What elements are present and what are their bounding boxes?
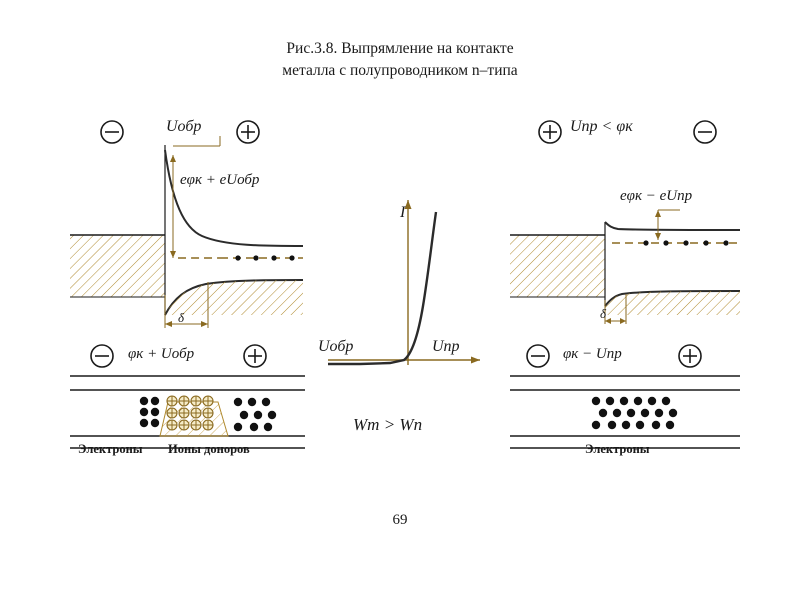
charge-polarity-minus xyxy=(91,345,113,367)
reverse-polarity-minus xyxy=(101,121,123,143)
semiconductor-valence-hatch-right xyxy=(605,291,740,315)
forward-bias-diagram xyxy=(510,121,740,448)
figure-container xyxy=(60,110,760,490)
figure-title-line1: Рис.3.8. Выпрямление на контакте xyxy=(286,40,514,57)
semiconductor-valence-hatch xyxy=(165,280,303,315)
caption-donor-ions: Ионы доноров xyxy=(168,442,250,456)
forward-polarity-plus xyxy=(539,121,561,143)
depletion-region xyxy=(160,402,228,436)
conduction-band-curve-right xyxy=(605,222,740,230)
reverse-barrier-label: eφк + eUобр xyxy=(180,172,260,188)
reverse-width-label: δ xyxy=(178,310,185,325)
reverse-polarity-plus xyxy=(237,121,259,143)
charge-polarity-plus-right xyxy=(679,345,701,367)
forward-bias-label: Uпр < φк xyxy=(570,118,633,135)
caption-electrons-right: Электроны xyxy=(585,442,650,456)
reverse-bias-diagram xyxy=(70,121,305,448)
reverse-bias-label: Uобр xyxy=(166,118,202,135)
metal-region-hatch-right xyxy=(510,235,605,297)
conduction-band-curve xyxy=(165,150,303,246)
work-function-condition: Wm > Wn xyxy=(353,415,423,434)
charge-polarity-plus xyxy=(244,345,266,367)
charge-polarity-minus-right xyxy=(527,345,549,367)
reverse-band-box-label: φк + Uобр xyxy=(128,346,195,362)
figure-title-line2: металла с полупроводником n–типа xyxy=(282,62,518,79)
forward-barrier-label: eφк − eUпр xyxy=(620,188,693,204)
axis-forward-label: Uпр xyxy=(432,338,460,355)
forward-polarity-minus xyxy=(694,121,716,143)
charge-distribution-box-right xyxy=(510,345,740,448)
forward-band-box-label: φк − Uпр xyxy=(563,346,622,362)
page-number: 69 xyxy=(392,512,408,528)
caption-electrons-left: Электроны xyxy=(78,442,143,456)
metal-region-hatch xyxy=(70,235,165,297)
figure-title xyxy=(0,38,800,82)
forward-width-label: δ xyxy=(600,306,607,321)
axis-reverse-label: Uобр xyxy=(318,338,354,355)
axis-current-label: I xyxy=(400,204,406,221)
